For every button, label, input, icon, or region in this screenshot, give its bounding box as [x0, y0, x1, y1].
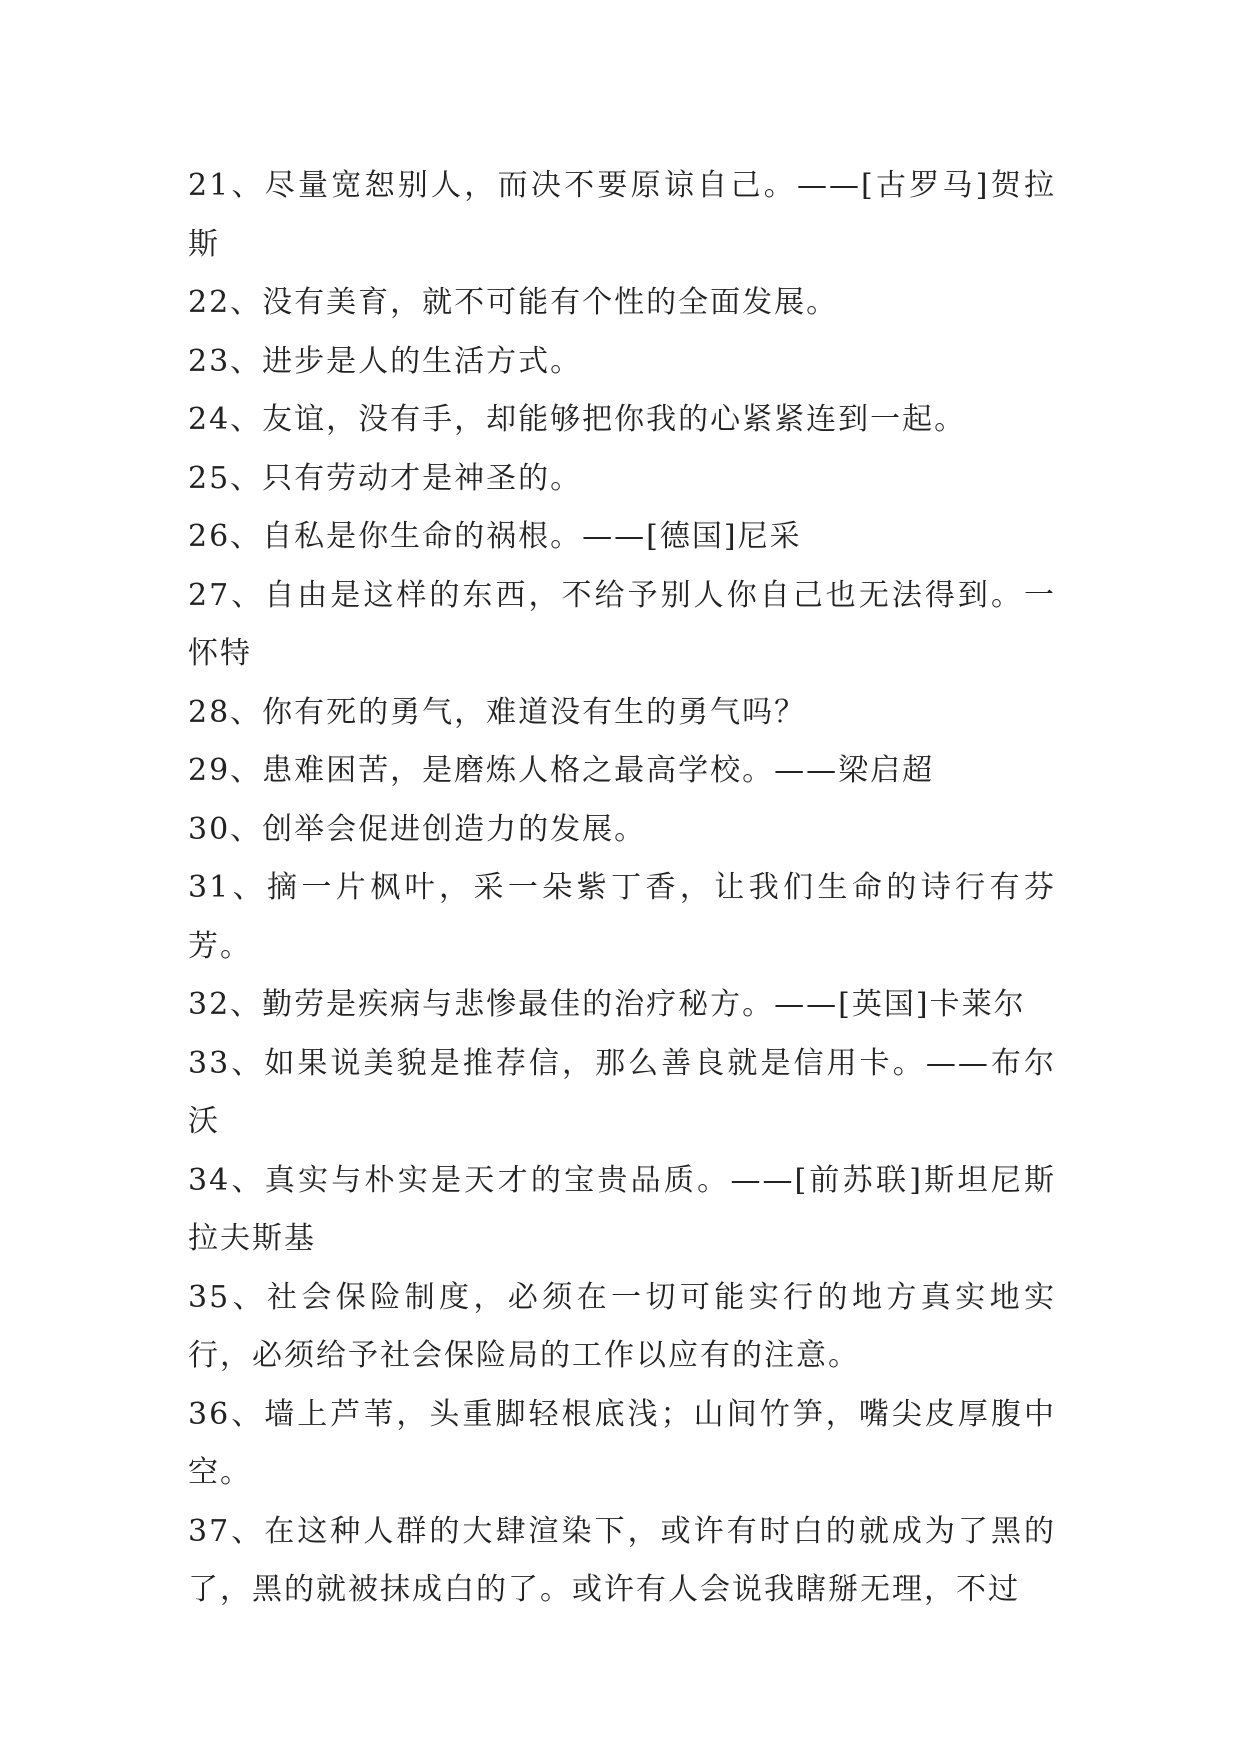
quote-paragraph: 33、如果说美貌是推荐信，那么善良就是信用卡。——布尔沃	[188, 1045, 1056, 1139]
quote-paragraph: 37、在这种人群的大肆渲染下，或许有时白的就成为了黑的了，黑的就被抹成白的了。或许有人会说我瞎掰无理，不过	[188, 1513, 1056, 1607]
quote-paragraph: 21、尽量宽恕别人，而决不要原谅自己。——[古罗马]贺拉斯	[188, 168, 1056, 262]
quote-paragraph: 36、墙上芦苇，头重脚轻根底浅；山间竹笋，嘴尖皮厚腹中空。	[188, 1396, 1056, 1490]
quote-paragraph: 25、只有劳动才是神圣的。	[188, 460, 583, 496]
document-body	[188, 157, 1056, 1620]
quote-paragraph: 27、自由是这样的东西，不给予别人你自己也无法得到。一怀特	[188, 577, 1056, 671]
quote-paragraph: 22、没有美育，就不可能有个性的全面发展。	[188, 285, 839, 320]
quote-paragraph: 29、患难困苦，是磨炼人格之最高学校。——梁启超	[188, 753, 935, 788]
quote-paragraph: 35、社会保险制度，必须在一切可能实行的地方真实地实行，必须给予社会保险局的工作以应有的注意。	[188, 1279, 1056, 1373]
quote-paragraph: 30、创举会促进创造力的发展。	[188, 811, 647, 847]
quote-paragraph: 23、进步是人的生活方式。	[188, 343, 583, 379]
quote-paragraph: 26、自私是你生命的祸根。——[德国]尼采	[188, 519, 802, 554]
quote-paragraph: 31、摘一片枫叶，采一朵紫丁香，让我们生命的诗行有芬芳。	[188, 870, 1056, 964]
quote-paragraph: 32、勤劳是疾病与悲惨最佳的治疗秘方。——[英国]卡莱尔	[188, 987, 1026, 1022]
quote-paragraph: 24、友谊，没有手，却能够把你我的心紧紧连到一起。	[188, 402, 967, 437]
quote-paragraph: 34、真实与朴实是天才的宝贵品质。——[前苏联]斯坦尼斯拉夫斯基	[188, 1162, 1056, 1256]
quote-paragraph: 28、你有死的勇气，难道没有生的勇气吗？	[188, 694, 807, 730]
